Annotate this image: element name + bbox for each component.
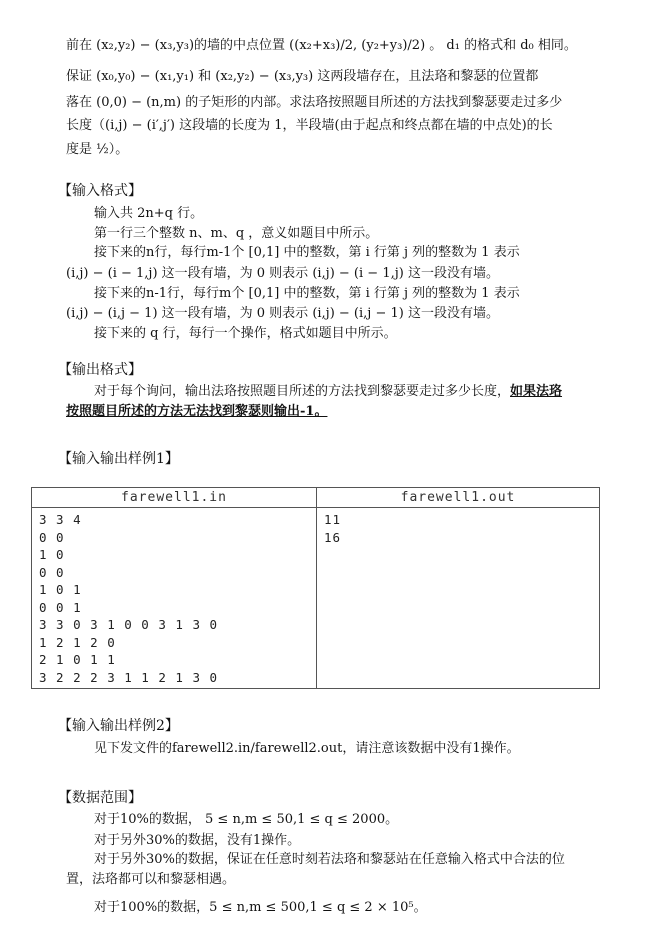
range-heading: 【数据范围】: [58, 790, 142, 806]
intro-line-3: 落在 (0,0) − (n,m) 的子矩形的内部。求法珞按照题目所述的方法找到黎瑟要走过多少: [66, 95, 563, 110]
intro-line-4: 长度（(i,j) − (i′,j′) 这段墙的长度为 1，半段墙(由于起点和终点都在墙的中点处)的长: [66, 118, 553, 133]
input-format-line-3: 接下来的n行，每行m-1个 [0,1] 中的整数，第 i 行第 j 列的整数为 1 表示: [94, 245, 520, 260]
output-format-line-1-plain: 对于每个询问，输出法珞按照题目所述的方法找到黎瑟要走过多少长度，: [94, 384, 511, 399]
input-format-line-6: (i,j) − (i,j − 1) 这一段有墙，为 0 则表示 (i,j) − (i,j − 1) 这一段没有墙。: [66, 306, 499, 321]
intro-line-5: 度是 ½）。: [66, 142, 129, 157]
range-line-4: 置，法珞都可以和黎瑟相遇。: [66, 872, 236, 887]
output-format-heading: 【输出格式】: [58, 362, 142, 378]
sample1-input-text: 3 3 4 0 0 1 0 0 0 1 0 1 0 0 1 3 3 0 3 1 0 0 3 1 3 0 1 2 1 2 0 2 1 0 1 1 3 2 2 2 3 1 1 2 1 3 0: [39, 512, 219, 685]
sample1-in-header: farewell1.in: [32, 488, 317, 508]
input-format-line-4: (i,j) − (i − 1,j) 这一段有墙，为 0 则表示 (i,j) − (i − 1,j) 这一段没有墙。: [66, 266, 499, 281]
sample1-in-cell: [32, 508, 317, 689]
sample2-heading: 【输入输出样例2】: [58, 718, 179, 734]
range-line-5: 对于100%的数据，5 ≤ n,m ≤ 500,1 ≤ q ≤ 2 × 10⁵。: [94, 900, 427, 915]
output-format-line-1: [94, 384, 562, 400]
input-format-heading: 【输入格式】: [58, 183, 142, 199]
sample1-out-cell: [317, 508, 600, 689]
sample1-output-text: 11 16: [324, 512, 342, 545]
input-format-line-2: 第一行三个整数 n、m、q ，意义如题目中所示。: [94, 226, 379, 241]
output-format-line-1-bold: 如果法珞: [510, 384, 563, 399]
range-line-3: 对于另外30%的数据，保证在任意时刻若法珞和黎瑟站在任意输入格式中合法的位: [94, 852, 565, 867]
output-format-line-2: 按照题目所述的方法无法找到黎瑟则输出-1。: [66, 404, 328, 419]
sample2-line-1: 见下发文件的farewell2.in/farewell2.out，请注意该数据中没有1操作。: [94, 741, 520, 756]
range-line-2: 对于另外30%的数据，没有1操作。: [94, 833, 301, 848]
sample1-table: [31, 487, 600, 689]
intro-line-2: 保证 (x₀,y₀) − (x₁,y₁) 和 (x₂,y₂) − (x₃,y₃) 这两段墙存在，且法珞和黎瑟的位置都: [66, 69, 539, 84]
range-line-1: 对于10%的数据， 5 ≤ n,m ≤ 50,1 ≤ q ≤ 2000。: [94, 812, 399, 827]
sample1-heading: 【输入输出样例1】: [58, 451, 179, 467]
input-format-line-1: 输入共 2n+q 行。: [94, 206, 204, 221]
input-format-line-5: 接下来的n-1行，每行m个 [0,1] 中的整数，第 i 行第 j 列的整数为 1 表示: [94, 286, 520, 301]
sample1-out-header: farewell1.out: [317, 488, 600, 508]
intro-line-1: 前在 (x₂,y₂) − (x₃,y₃)的墙的中点位置 ((x₂+x₃)/2, (y₂+y₃)/2) 。 d₁ 的格式和 d₀ 相同。: [66, 38, 577, 53]
input-format-line-7: 接下来的 q 行，每行一个操作，格式如题目中所示。: [94, 326, 397, 341]
